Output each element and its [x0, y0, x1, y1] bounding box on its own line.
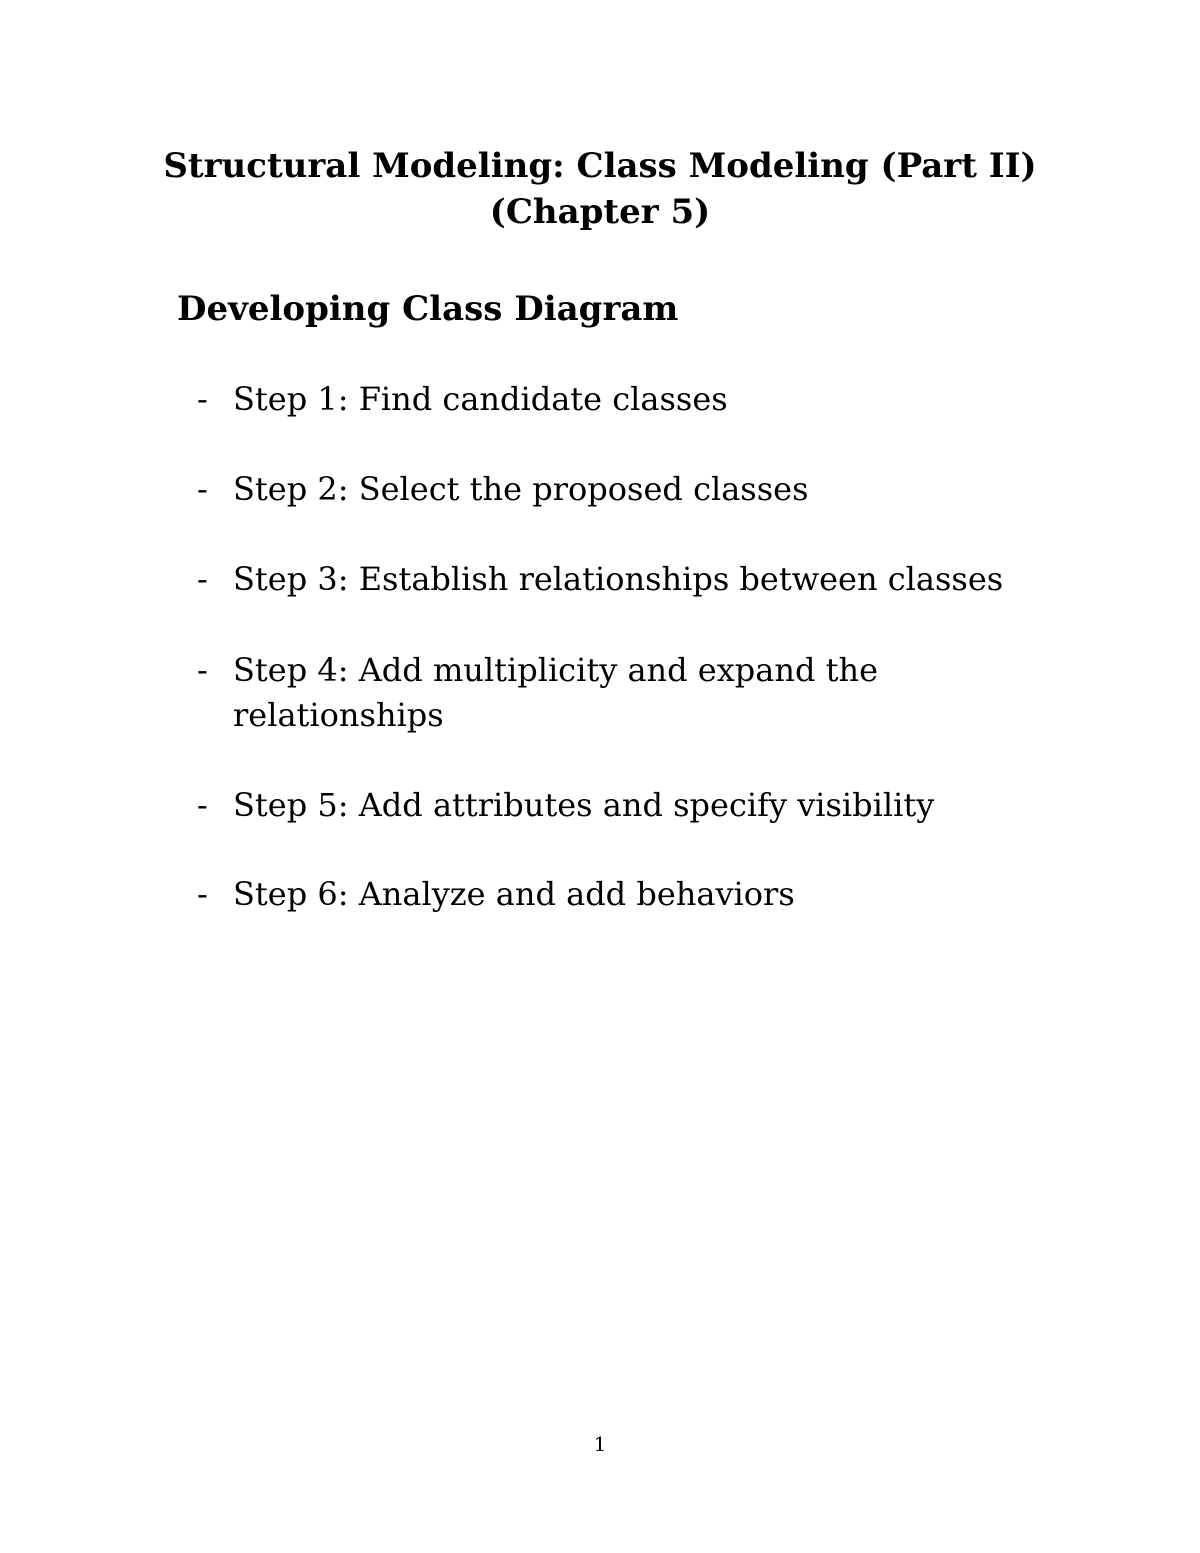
step-text: Step 4: Add multiplicity and expand the relationships	[233, 651, 878, 734]
bullet-dash: -	[197, 560, 208, 598]
step-text: Step 1: Find candidate classes	[233, 380, 728, 418]
page-title: Structural Modeling: Class Modeling (Part II)	[163, 146, 1037, 186]
list-item	[197, 648, 1097, 738]
chapter-subtitle: (Chapter 5)	[489, 192, 711, 232]
section-heading: Developing Class Diagram	[177, 289, 679, 329]
bullet-dash: -	[197, 380, 208, 418]
step-text: Step 2: Select the proposed classes	[233, 470, 809, 508]
list-item	[197, 377, 1097, 422]
step-text: Step 6: Analyze and add behaviors	[233, 875, 795, 913]
step-text: Step 3: Establish relationships between classes	[233, 560, 1004, 598]
bullet-dash: -	[197, 470, 208, 508]
page-number: 1	[593, 1432, 607, 1456]
bullet-dash: -	[197, 875, 208, 913]
list-item	[197, 557, 1097, 602]
bullet-dash: -	[197, 651, 208, 689]
list-item	[197, 467, 1097, 512]
list-item	[197, 783, 1097, 828]
list-item	[197, 872, 1097, 917]
step-text: Step 5: Add attributes and specify visibility	[233, 786, 935, 824]
bullet-dash: -	[197, 786, 208, 824]
